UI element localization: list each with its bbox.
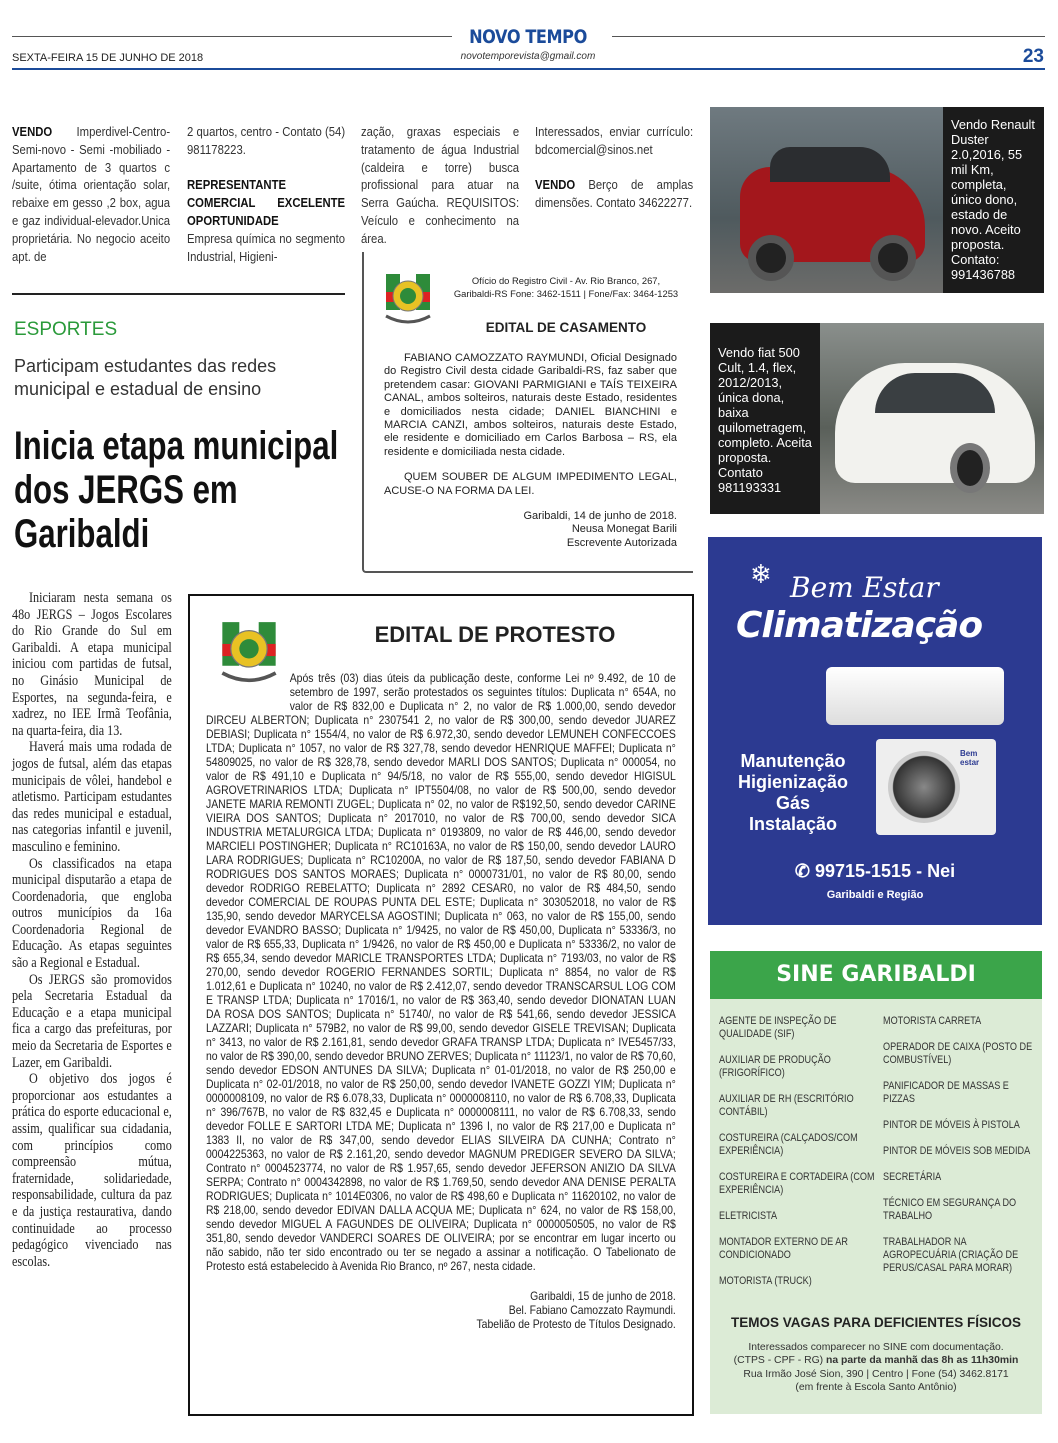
job-item: PINTOR DE MÓVEIS À PISTOLA: [883, 1119, 1020, 1131]
job-item: MOTORISTA CARRETA: [883, 1015, 982, 1027]
header-rule: [12, 68, 1045, 70]
article-body: Iniciaram nesta semana os 48o JERGS – Jogos Escolares do Rio Grande do Sul em Garibaldi. A etapa municipal iniciou com partidas de futsal, no Ginásio Municipal de Esportes, na segunda-feira, e xadrez, no IEE Irmã Teofânia, na quarta-feira, dia 13. Haverá mais uma rodada de jogos de futsal, além das etapas municipais de vôlei, handebol e atletismo. Participam estudantes das redes municipal e estadual, nas categorias infantil e juvenil, masculino e feminino. Os classificados na etapa municipal disputarão a etapa de Coordenadoria, que engloba outros municípios da 16a Coordenadoria Regional de Educação. As etapas seguintes são a Regional e Estadual. Os JERGS são promovidos pela Secretaria Estadual da Educação e a etapa municipal fica a cargo das prefeituras, por meio da Secretaria de Esportes e Lazer, em Garibaldi. O objetivo dos jogos é proporcionar aos estudantes a prática do esporte educacional e, assim, qualificar sua cidadania, com princípios como compreensão mútua, fraternidade, solidariedade, responsabilidade, cultura da paz e da justiça restaurativa, dando continuidade ao processo pedagógico vivenciado nas escolas.: [12, 590, 172, 1270]
job-list-left: [719, 1015, 905, 1301]
snowflake-icon: ❄: [750, 559, 772, 589]
edital-warning: QUEM SOUBER DE ALGUM IMPEDIMENTO LEGAL, ACUSE-O NA FORMA DA LEI.: [384, 471, 677, 497]
car-wheel: [870, 235, 916, 281]
newspaper-email[interactable]: novotemporevista@gmail.com: [460, 51, 596, 62]
job-item: AGENTE DE INSPEÇÃO DE QUALIDADE (SIF): [719, 1015, 837, 1040]
job-list-right: [883, 1015, 1058, 1288]
job-item: COSTUREIRA E CORTADEIRA (COM EXPERIÊNCIA): [719, 1171, 875, 1196]
sine-notice: TEMOS VAGAS PARA DEFICIENTES FÍSICOS: [730, 1315, 1022, 1330]
edital-protesto: [188, 594, 694, 1416]
classified-ad: Interessados, enviar currículo: bdcomercial@sinos.net VENDO Berço de amplas dimensões. Contato 34622277.: [535, 124, 694, 211]
car-photo: [820, 323, 1044, 514]
car-wheel: [950, 443, 990, 493]
edital-text: [206, 672, 676, 1332]
edital-text: [384, 352, 677, 550]
edital-title: EDITAL DE PROTESTO: [374, 622, 616, 647]
job-item: PINTOR DE MÓVEIS SOB MEDIDA: [883, 1145, 1031, 1157]
job-item: TRABALHADOR NA AGROPECUÁRIA (CRIAÇÃO DE PERUS/CASAL PARA MORAR): [883, 1236, 1019, 1274]
section-label: ESPORTES: [14, 319, 118, 340]
classified-ad: 2 quartos, centro - Contato (54) 981178223. REPRESENTANTE COMERCIAL EXCELENTE OPORTUNIDADE Empresa química no segmento Industrial, Higieni-: [187, 124, 346, 264]
air-conditioner-unit: [826, 667, 1004, 725]
edital-title: EDITAL DE CASAMENTO: [485, 320, 647, 335]
registry-office: Ofício do Registro Civil - Av. Rio Branco, 267, Garibaldi-RS Fone: 3462-1511 | Fone/Fax: 3464-1253: [453, 275, 679, 299]
sine-title: SINE GARIBALDI: [710, 951, 1042, 999]
classified-ad: VENDO Imperdivel-Centro-Semi-novo - Semi -mobiliado -Apartamento de 3 quartos c /suite, ótima orientação solar, rebaixe em gesso ,2 box, agua e gaz individual-elevador.Unica proprietária. No negocio aceito apt. de: [12, 124, 171, 264]
job-item: SECRETÁRIA: [883, 1171, 942, 1183]
car-ad-text: Vendo Renault Duster 2.0,2016, 55 mil Km, completa, único dono, estado de novo. Aceito proposta. Contato: 991436788: [943, 107, 1044, 293]
header-rule-right: [612, 36, 1045, 37]
ad-brand-sub: Climatização: [736, 605, 983, 646]
page-number: 23: [1022, 46, 1044, 67]
car-wheel: [748, 235, 794, 281]
article-headline: Inicia etapa municipal dos JERGS em Garibaldi: [14, 424, 339, 556]
job-item: ELETRICISTA: [719, 1210, 778, 1222]
job-item: AUXILIAR DE PRODUÇÃO (FRIGORÍFICO): [719, 1054, 831, 1079]
classified-ad: zação, graxas especiais e tratamento de água Industrial (caldeira e torre) busca profissional para atuar na Serra Gaúcha. REQUISITOS: Veículo e conhecimento na área.: [361, 124, 520, 246]
job-item: PANIFICADOR DE MASSAS E PIZZAS: [883, 1080, 1009, 1105]
edital-casamento: [362, 252, 693, 573]
ad-brand: Bem Estar: [790, 571, 939, 604]
job-item: COSTUREIRA (CALÇADOS/COM EXPERIÊNCIA): [719, 1132, 858, 1157]
edital-body: Após três (03) dias úteis da publicação deste, conforme Lei nº 9.492, de 10 de setembro de 1997, serão protestados os seguintes títulos: Duplicata n° 654A, no valor de R$ 832,00 e Duplicata n° 2, no valor de R$ 1.000,00, sendo devedor DIRCEU ALBERTON; Duplicata n° 2307541 2, no valor de R$ 300,00, sendo devedor JUAREZ DEBIASI; Duplicata n° 1554/4, no valor de R$ 6.972,30, sendo devedor LEMUNEH CONFECCOES LTDA; Duplicata n° 1057, no valor de R$ 327,78, sendo devedor HENRIQUE MAFFEI; Duplicata n° 54809025, no valor de R$ 328,78, sendo devedor MARLI DOS SANTOS; Duplicata n° 000054, no valor de R$ 491,10 e Duplicata n° 94/5/18, no valor de R$ 555,00, sendo devedor HIGISUL AGROVETRINARIOS LTDA; Duplicata n° IPT5504/08, no valor de R$ 500,00, sendo devedor JANETE MARIA REMONTI ZUGEL; Duplicata n° 02, no valor de R$192,50, sendo devedor CARINE VIEIRA DOS SANTOS; Duplicata n° 2017010, no valor de R$ 700,00, sendo devedor SICA INDUSTRIA METALURGICA LTDA; Duplicata n° 0193809, no valor de R$ 446,00, sendo devedor MARCIELI POSTINGHER; Duplicata n° RC10163A, no valor de R$ 150,00, sendo devedor LAURO LARA RODRIGUES; Duplicata n° RC10200A, no valor de R$ 187,50, sendo devedor FABIANA D RODRIGUES DOS SANTOS MORAES; Duplicata n° 0000731/01, no valor de R$ 80,00, sendo devedor RODRIGO REBELATTO; Duplicata n° 2892 CESAR0, no valor de R$ 484,50, sendo devedor COMERCIAL DE ROUPAS PUNTA DEL ESTE; Duplicata n° 303052018, no valor de R$ 135,90, sendo devedor MARYCELSA AGOSTINI; Duplicata n° 063, no valor de R$ 155,00, sendo devedor EVANDRO BASSO; Duplicata n° 1/9425, no valor de R$ 450,00, Duplicata n° 53336/3, no valor de R$ 655,33, Duplicata n° 1/9426, no valor de R$ 450,00 e Duplicata n° 53336/2, no valor de R$ 655,34, sendo devedor MARICLE TRANSPORTES LTDA; Duplicata n° 7193/03, no valor de R$ 270,00, sendo devedor ROGERIO FERNANDES SORTIL; Duplicata n° 8854, no valor de R$ 1.012,61 e Duplicata n° 10240, no valor de R$ 2.412,07, sendo devedor TRANSCARSUL LOG COM E TRANSP LTDA; Duplicata n° 17016/1, no valor de R$ 363,40, sendo devedor DIONATAN LUAN DA ROSA DOS SANTOS; Duplicata n° 51740/, no valor de R$ 541,66, sendo devedor JESSICA LAZZARI; Duplicata n° 579B2, no valor de R$ 99,00, sendo devedor GISELE TREVISAN; Duplicata n° 3413, no valor de R$ 2.161,81, sendo devedor GRAFA TRANSP LTDA; Duplicata n° IVE5457/33, no valor de R$ 390,00, sendo devedor BRUNO ZERVES; Duplicata n° 11123/1, no valor de R$ 70,60, sendo devedor EDSON ANTUNES DA SILVA; Duplicata n° 01-01/2018, no valor de R$ 250,00 e Duplicata n° 02-01/2018, no valor de R$ 250,00, sendo devedor IVANETE GOZZI YIM; Duplicata n° 0000008109, no valor de R$ 6.078,33, Duplicata n° 0000008110, no valor de R$ 6.708,33, Duplicata n° 396/767B, no valor de R$ 832,45 e Duplicata n° 0000008111, no valor de R$ 6.708,33, sendo devedor FOLLE E SARTORI LTDA ME; Duplicata n° 1396 I, no valor de R$ 217,00 e Duplicata n° 1383 II, no valor de R$ 347,00, sendo devedor ELIAS SILVEIRA DA CUNHA; Contrato n° 0004225363, no valor de R$ 2.161,20, sendo devedor MAGNUM PREDIGER SEVERO DA SILVA; Contrato n° 0004523774, no valor de R$ 1.957,65, sendo devedor JEFERSON ANIZIO DA SILVA SERPA; Contrato n° 0004342898, no valor de R$ 1.769,50, sendo devedor ANA DENISE PERALTA RODRIGUES; Duplicata n° 1014E0306, no valor de R$ 498,60 e Duplicata n° 11620102, no valor de R$ 218,00, sendo devedor EDIVAN DALLA ACQUA ME; Duplicata n° 624, no valor de R$ 158,00, sendo devedor MIGUEL A FAGUNDES DE OLIVEIRA; Duplicata n° 0000050505, no valor de R$ 351,80, sendo devedor VANDERCI SOARES DE OLIVEIRA; por se encontrar em lugar incerto ou não sabido, não ter sido encontrado ou ter se negado a assinar a notificação. O Tabelionato de Protesto está estabelecido à Avenida Rio Branco, nº 267, nesta cidade.: [206, 672, 676, 1273]
section-divider: [12, 293, 345, 295]
edital-signature: Garibaldi, 15 de junho de 2018. Bel. Fabiano Camozzato Raymundi. Tabelião de Protesto de Títulos Designado.: [476, 1290, 676, 1331]
car-window: [875, 373, 995, 413]
header-rule-left: [12, 36, 452, 37]
ad-phone: ✆ 99715-1515 - Nei: [794, 861, 956, 881]
ad-services: Manutenção Higienização Gás Instalação: [737, 751, 849, 834]
newspaper-name: NOVO TEMPO: [469, 26, 587, 48]
sine-job-board: [710, 951, 1042, 1414]
job-item: AUXILIAR DE RH (ESCRITÓRIO CONTÁBIL): [719, 1093, 854, 1118]
issue-date: SEXTA-FEIRA 15 DE JUNHO DE 2018: [12, 52, 204, 64]
climatizacao-ad: [708, 537, 1042, 925]
outdoor-unit: Bem estar: [876, 739, 996, 835]
fan-icon: [888, 751, 960, 823]
car-ad-fiat500: [710, 323, 1044, 514]
car-ad-duster: [710, 107, 1044, 293]
job-item: OPERADOR DE CAIXA (POSTO DE COMBUSTÍVEL): [883, 1041, 1033, 1066]
sine-info: Interessados comparecer no SINE com documentação. (CTPS - CPF - RG) na parte da manhã das 8h as 11h30min Rua Irmão José Sion, 390 | Centro | Fone (54) 3462.8171 (em frente à Escola Santo Antônio): [733, 1342, 1019, 1394]
state-coat-of-arms-icon: [382, 264, 434, 330]
car-window: [770, 147, 890, 182]
whatsapp-icon: ✆: [794, 861, 815, 881]
job-item: MOTORISTA (TRUCK): [719, 1275, 812, 1287]
job-item: MONTADOR EXTERNO DE AR CONDICIONADO: [719, 1236, 848, 1261]
job-item: TÉCNICO EM SEGURANÇA DO TRABALHO: [883, 1197, 1017, 1222]
edital-signature: Garibaldi, 14 de junho de 2018. Neusa Monegat Barili Escrevente Autorizada: [523, 510, 677, 549]
car-ad-text: Vendo fiat 500 Cult, 1.4, flex, 2012/2013, única dona, baixa quilometragem, completo. Aceita proposta. Contato 981193331: [710, 323, 820, 514]
edital-body: FABIANO CAMOZZATO RAYMUNDI, Oficial Designado do Registro Civil desta cidade Garibaldi-RS, faz saber que pretendem casar: GIOVANI PARMIGIANI e TAÍS TEIXEIRA CANAL, ambos solteiros, naturais deste Estado, residentes e domiciliados nesta cidade; DANIEL BIANCHINI e MARCIA CANZI, ambos solteiros, naturais deste Estado, ele residente e domiciliado em Carlos Barbosa – RS, ela residente e domiciliada nesta cidade.: [384, 352, 677, 458]
car-photo: [710, 107, 943, 293]
ad-region: Garibaldi e Região: [826, 889, 924, 901]
article-subtitle: Participam estudantes das redes municipal e estadual de ensino: [14, 356, 277, 399]
